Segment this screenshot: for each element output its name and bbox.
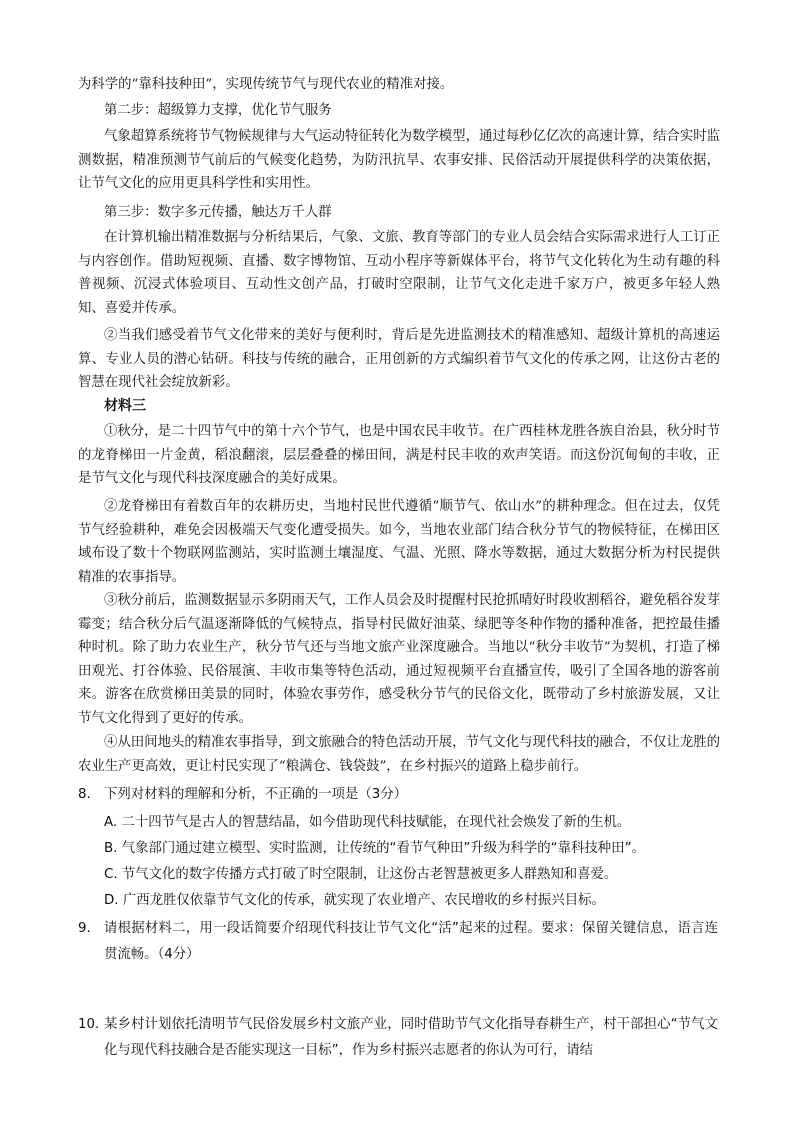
question-8-option-b: B. 气象部门通过建立模型、实时监测，让传统的“看节气种田”升级为科学的“靠科技种田”。 (104, 841, 645, 856)
material-three-paragraph-3: ③秋分前后，监测数据显示多阴雨天气，工作人员会及时提醒村民抢抓晴好时段收割稻谷，避免稻谷发芽霉变；结合秋分后气温逐渐降低的气候特点，指导村民做好油菜、绿肥等冬种作物的播种准备，把控最佳播种时机。除了助力农业生产，秋分节气还与当地文旅产业深度融合。当地以“秋分丰收节”为契机，打造了梯田观光、打谷体验、民俗展演、丰收市集等特色活动，通过短视频平台直播宣传，吸引了全国各地的游客前来。游客在欣赏梯田美景的同时，体验农事劳作，感受秋分节气的民俗文化，既带动了乡村旅游发展，又让节气文化得到了更好的传承。 (78, 593, 720, 726)
question-8 (78, 782, 718, 808)
question-8-text: 下列对材料的理解和分析，不正确的一项是（3分） (104, 787, 408, 802)
paragraph-two-conclusion: ②当我们感受着节气文化带来的美好与便利时，背后是先进监测技术的精准感知、超级计算机的高速运算、专业人员的潜心钻研。科技与传统的融合，正用创新的方式编织着节气文化的传承之网，让这份古老的智慧在现代社会绽放新彩。 (78, 328, 720, 390)
question-8-option-c: C. 节气文化的数字传播方式打破了时空限制，让这份古老智慧被更多人群熟知和喜爱。 (104, 867, 618, 882)
question-9-number: 9. (78, 921, 91, 936)
material-three-paragraph-1: ①秋分，是二十四节气中的第十六个节气，也是中国农民丰收节。在广西桂林龙胜各族自治县，秋分时节的龙脊梯田一片金黄，稻浪翻滚，层层叠叠的梯田间，满是村民丰收的欢声笑语。而这份沉甸甸的丰收，正是节气文化与现代科技深度融合的美好成果。 (78, 424, 720, 486)
question-8-option-d: D. 广西龙胜仅依靠节气文化的传承，就实现了农业增产、农民增收的乡村振兴目标。 (104, 893, 605, 908)
material-three-heading: 材料三 (104, 398, 146, 414)
question-10 (78, 1012, 718, 1064)
paragraph-step-two: 气象超算系统将节气物候规律与大气运动特征转化为数学模型，通过每秒亿亿次的高速计算，结合实时监测数据，精准预测节气前后的气候变化趋势，为防汛抗旱、农事安排、民俗活动开展提供科学的决策依据，让节气文化的应用更具科学性和实用性。 (78, 129, 720, 191)
question-10-number: 10. (78, 1017, 100, 1032)
question-10-text: 某乡村计划依托清明节气民俗发展乡村文旅产业，同时借助节气文化指导春耕生产，村干部担心“节气文化与现代科技融合是否能实现这一目标”，作为乡村振兴志愿者的你认为可行，请结 (104, 1017, 718, 1058)
question-8-number: 8. (78, 787, 91, 802)
paragraph-intro-continued: 为科学的“靠科技种田”，实现传统节气与现代农业的精准对接。 (78, 77, 454, 92)
paragraph-step-three: 在计算机输出精准数据与分析结果后，气象、文旅、教育等部门的专业人员会结合实际需求进行人工订正与内容创作。借助短视频、直播、数字博物馆、互动小程序等新媒体平台，将节气文化转化为生动有趣的科普视频、沉浸式体验项目、互动性文创产品，打破时空限制，让节气文化走进千家万户，被更多年轻人熟知、喜爱并传承。 (78, 230, 720, 316)
step-two-heading: 第二步：超级算力支撑，优化节气服务 (104, 103, 332, 118)
material-three-paragraph-4: ④从田间地头的精准农事指导，到文旅融合的特色活动开展，节气文化与现代科技的融合，不仅让龙胜的农业生产更高效，更让村民实现了“粮满仓、钱袋鼓”，在乡村振兴的道路上稳步前行。 (78, 735, 720, 774)
step-three-heading: 第三步：数字多元传播，触达万千人群 (104, 205, 332, 220)
question-9-text: 请根据材料二，用一段话简要介绍现代科技让节气文化“活”起来的过程。要求：保留关键信息，语言连贯流畅。（4分） (104, 921, 718, 962)
material-three-paragraph-2: ②龙脊梯田有着数百年的农耕历史，当地村民世代遵循“顺节气、依山水”的耕种理念。但在过去，仅凭节气经验耕种，难免会因极端天气变化遭受损失。如今，当地农业部门结合秋分节气的物候特征，在梯田区域布设了数十个物联网监测站，实时监测土壤湿度、气温、光照、降水等数据，通过大数据分析为村民提供精准的农事指导。 (78, 499, 720, 585)
question-9 (78, 916, 718, 968)
question-8-option-a: A. 二十四节气是古人的智慧结晶，如今借助现代科技赋能，在现代社会焕发了新的生机。 (104, 815, 631, 830)
